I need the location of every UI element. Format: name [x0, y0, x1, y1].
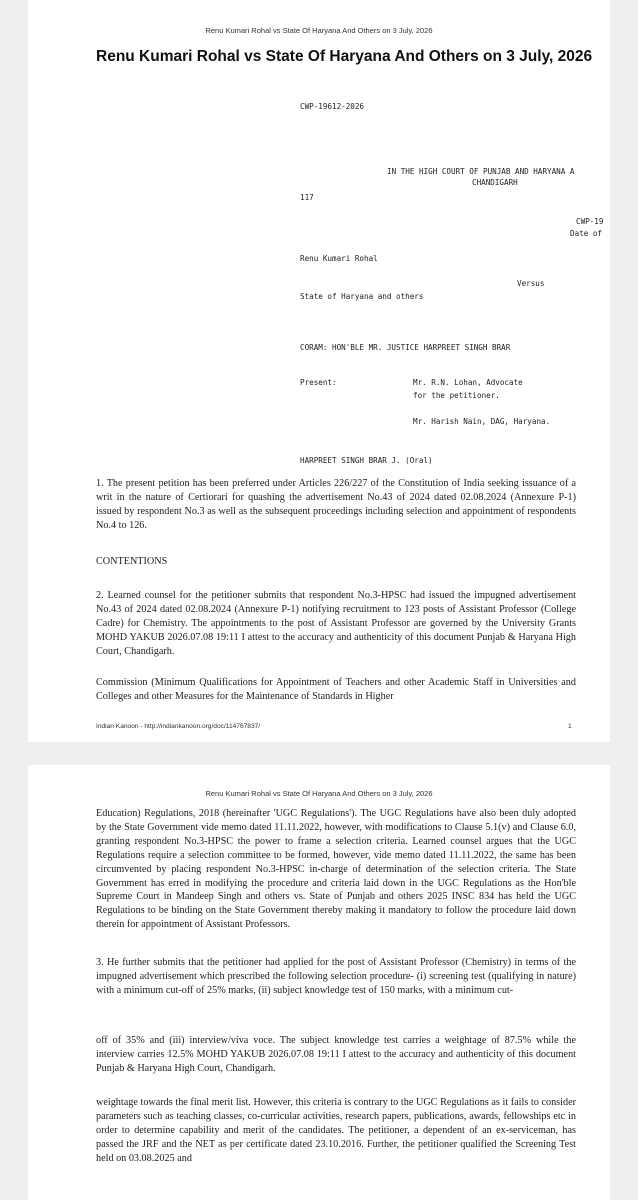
- serial-number: 117: [300, 193, 314, 202]
- paragraph-p2-2: 3. He further submits that the petitioner had applied for the post of Assistant Professor (Chemistry) in terms of the impugned advertisement which prescribed the following selection procedure- (i) screening test (qualifying in nature) with a minimum cut-off of 25% marks, (ii) subject knowledge test of 150 marks, with a minimum cut-: [96, 957, 576, 996]
- counsel-petitioner: Mr. R.N. Lohan, Advocate: [413, 378, 523, 387]
- page-number: 1: [568, 723, 572, 730]
- document-page-1: [28, 0, 610, 742]
- counsel-respondent: Mr. Harish Nain, DAG, Haryana.: [413, 417, 551, 426]
- right-date-label: Date of: [570, 229, 603, 238]
- running-header: Renu Kumari Rohal vs State Of Haryana And Others on 3 July, 2026: [205, 789, 433, 798]
- footer-source-link[interactable]: Indian Kanoon - http://indiankanoon.org/doc/114767837/: [96, 723, 261, 730]
- coram-line: CORAM: HON'BLE MR. JUSTICE HARPREET SINGH BRAR: [300, 343, 511, 352]
- document-page-2: [28, 765, 610, 1200]
- paragraph-p2-1: Education) Regulations, 2018 (hereinafter 'UGC Regulations'). The UGC Regulations have also been duly adopted by the State Government vide memo dated 11.11.2022, however, with modifications to Clause 5.1(v) and Clause 6.0, granting respondent No.3-HPSC the power to frame a selection criteria. Learned counsel argues that the UGC Regulations require a selection committee to be formed, however, vide memo dated 11.11.2022, the same has been circumvented by placing respondent No.3-HPSC in-charge of determination of the selection criteria. The State Government has erred in modifying the procedure and criteria laid down in the UGC Regulations as the Hon'ble Supreme Court in Mandeep Singh and others vs. State of Punjab and others 2025 INSC 834 has held the UGC Regulations to be binding on the State Government thereby making it mandatory to follow the procedure laid down therein for appointment of Assistant Professors.: [96, 808, 576, 931]
- counsel-petitioner-role: for the petitioner.: [413, 391, 500, 400]
- respondent-name: State of Haryana and others: [300, 292, 424, 301]
- paragraph-1: 1. The present petition has been preferred under Articles 226/227 of the Constitution of India seeking issuance of a writ in the nature of Certiorari for quashing the advertisement No.43 of 2024 dated 02.08.2024 (Annexure P-1) issued by respondent No.3 as well as the subsequent proceedings including selection and appointment of respondents No.4 to 126.: [96, 478, 576, 531]
- paragraph-p2-3: off of 35% and (iii) interview/viva voce. The subject knowledge test carries a weightage of 87.5% while the interview carries 12.5% MOHD YAKUB 2026.07.08 19:11 I attest to the accuracy and authenticity of this document Punjab & Haryana High Court, Chandigarh.: [96, 1035, 576, 1074]
- page-title: Renu Kumari Rohal vs State Of Haryana And Others on 3 July, 2026: [96, 48, 593, 65]
- versus-label: Versus: [517, 279, 545, 288]
- right-case-number: CWP-19: [576, 217, 604, 226]
- court-name: IN THE HIGH COURT OF PUNJAB AND HARYANA A: [387, 167, 575, 176]
- paragraph-2: 2. Learned counsel for the petitioner submits that respondent No.3-HPSC had issued the impugned advertisement No.43 of 2024 dated 02.08.2024 (Annexure P-1) notifying recruitment to 123 posts of Assistant Professor (College Cadre) for Chemistry. The appointments to the post of Assistant Professor are governed by the University Grants MOHD YAKUB 2026.07.08 19:11 I attest to the accuracy and authenticity of this document Punjab & Haryana High Court, Chandigarh.: [96, 590, 576, 657]
- running-header: Renu Kumari Rohal vs State Of Haryana And Others on 3 July, 2026: [205, 26, 433, 35]
- case-number: CWP-19612-2026: [300, 102, 365, 111]
- present-label: Present:: [300, 378, 337, 387]
- paragraph-3: Commission (Minimum Qualifications for Appointment of Teachers and other Academic Staff in Universities and Colleges and other Measures for the Maintenance of Standards in Higher: [96, 677, 576, 702]
- paragraph-p2-4: weightage towards the final merit list. However, this criteria is contrary to the UGC Regulations as it fails to consider parameters such as teaching classes, co-curricular activities, research papers, publications, awards, fellowships etc in order to determine capability and merit of the candidates. The petitioner, a dependent of an ex-serviceman, has passed the JRF and the NET as per certificate dated 23.10.2016. Further, the petitioner qualified the Screening Test held on 03.08.2025 and: [96, 1097, 576, 1164]
- petitioner-name: Renu Kumari Rohal: [300, 254, 378, 263]
- court-location: CHANDIGARH: [472, 178, 518, 187]
- section-heading-contentions: CONTENTIONS: [96, 556, 168, 567]
- judge-line: HARPREET SINGH BRAR J. (Oral): [300, 456, 433, 465]
